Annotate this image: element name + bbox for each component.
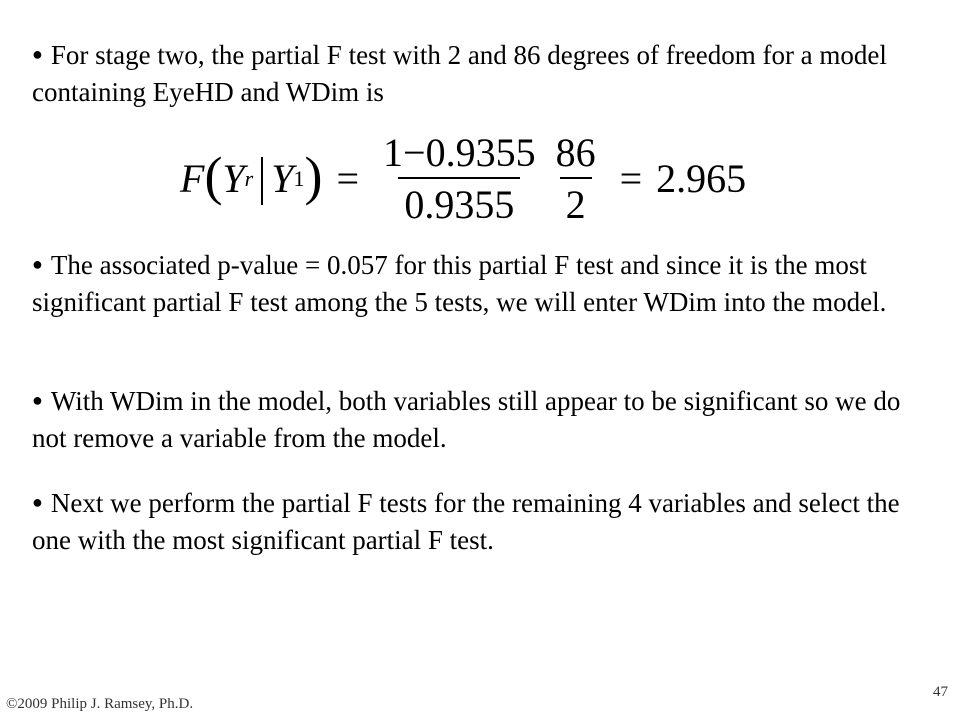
bullet-icon: ● — [32, 390, 43, 410]
bullet-text: The associated p-value = 0.057 for this partial F test and since it is the most significant partial F test among the 5 tests, we will enter WDim into the model. — [32, 250, 887, 317]
fraction-1-numerator: 1−0.9355 — [383, 130, 536, 175]
formula-fraction-1 — [377, 130, 542, 227]
fraction-1-denominator: 0.9355 — [398, 177, 520, 225]
bullet-icon: ● — [32, 492, 43, 512]
page-number: 47 — [933, 684, 948, 700]
formula-conditional-bar — [261, 157, 263, 205]
fraction-2-denominator: 2 — [560, 177, 592, 225]
formula-y-r: Y — [222, 156, 245, 201]
formula-y-1: Y — [271, 156, 294, 201]
bullet-text: Next we perform the partial F tests for the remaining 4 variables and select the one with the most significant partial F test. — [32, 488, 900, 555]
partial-f-formula — [180, 130, 747, 227]
bullet-icon: ● — [32, 254, 43, 274]
bullet-icon: ● — [32, 44, 43, 64]
formula-equals-2: = — [619, 156, 643, 201]
copyright-footer: ©2009 Philip J. Ramsey, Ph.D. — [6, 696, 194, 712]
formula-f: F — [180, 156, 205, 201]
bullet-paragraph-next-step — [32, 486, 912, 557]
formula-sub-1: 1 — [293, 166, 305, 191]
bullet-paragraph-stage-two — [32, 38, 912, 109]
bullet-paragraph-p-value — [32, 248, 912, 319]
formula-left-paren: ( — [204, 146, 223, 206]
bullet-paragraph-wdim-model — [32, 384, 912, 455]
formula-fraction-2 — [550, 130, 602, 227]
formula-sub-r: r — [244, 166, 254, 191]
bullet-text: With WDim in the model, both variables still appear to be significant so we do not remove a variable from the model. — [32, 386, 901, 453]
formula-result: 2.965 — [656, 156, 747, 201]
fraction-2-numerator: 86 — [555, 130, 596, 175]
formula-equals-1: = — [336, 156, 360, 201]
formula-right-paren: ) — [304, 146, 323, 206]
bullet-text: For stage two, the partial F test with 2 and 86 degrees of freedom for a model containing EyeHD and WDim is — [32, 40, 887, 107]
